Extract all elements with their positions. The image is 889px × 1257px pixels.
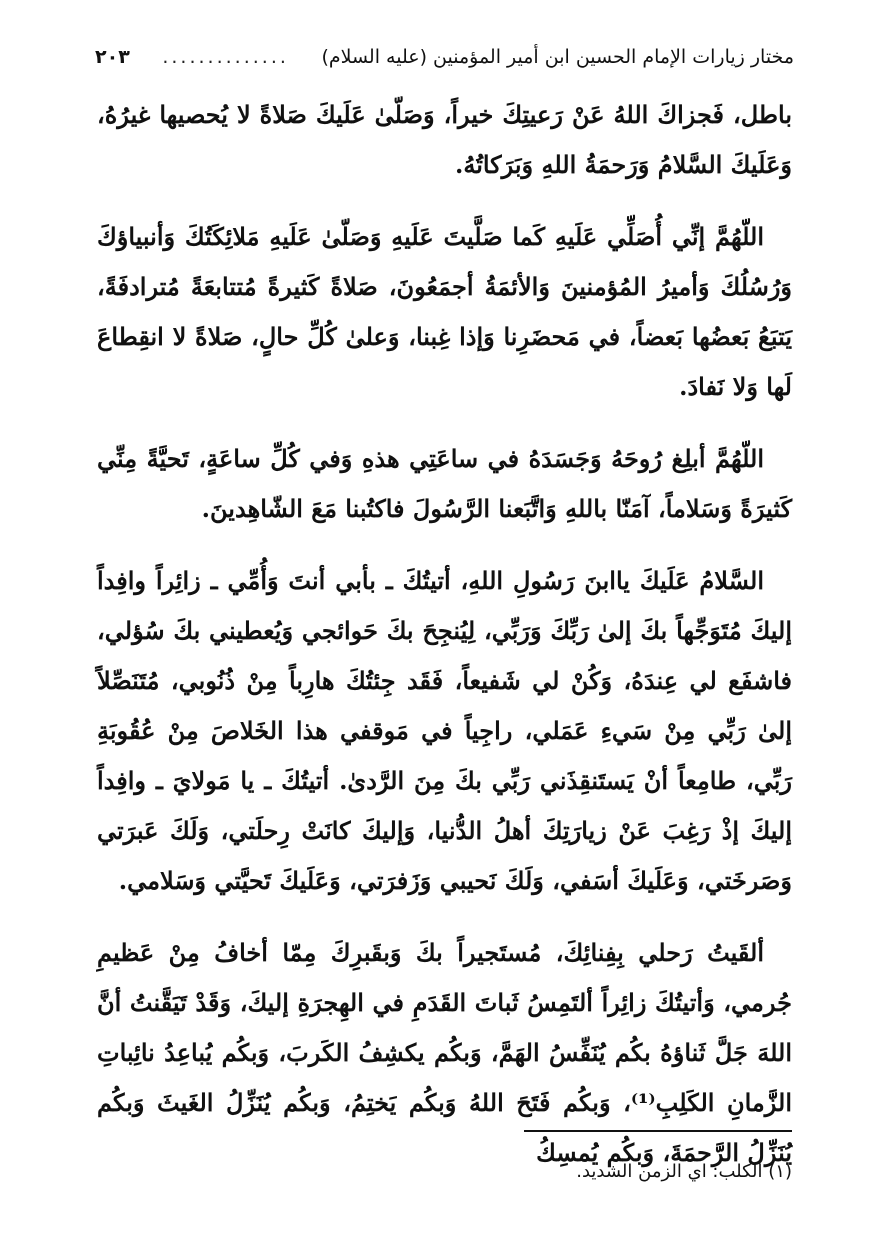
running-header [95, 40, 794, 74]
header-title: مختار زيارات الإمام الحسين ابن أمير المؤمنين (عليه السلام) [321, 46, 794, 68]
page-number: ٢٠٣ [95, 46, 130, 68]
paragraph-2: اللّهُمَّ إنِّي أُصَلِّي عَلَيهِ كَما صَلَّيتَ عَلَيهِ وَصَلّىٰ عَلَيهِ مَلائِكَتُكَ وَأنبياؤكَ وَرُسُلُكَ وَأميرُ المُؤمنينَ وَالأئمَةُ أجمَعُونَ، صَلاةً كَثيرةً مُتتابعَةً مُترادفَةً، يَتبَعُ بَعضُها بَعضاً، في مَحضَرِنا وَإذا غِبنا، وَعلىٰ كُلِّ حالٍ، صَلاةً لا انقِطاعَ لَها وَلا نَفادَ. [97, 222, 792, 401]
paragraph-1: باطل، فَجزاكَ اللهُ عَنْ رَعيتِكَ خيراً، وَصَلّىٰ عَلَيكَ صَلاةً لا يُحصيها غيرُهُ، وَعَلَيكَ السَّلامُ وَرَحمَةُ اللهِ وَبَرَكاتُهُ. [97, 100, 792, 179]
footnote-separator [524, 1130, 792, 1132]
page-body [97, 90, 792, 1200]
paragraph-5: ألقَيتُ رَحلي بِفِنائِكَ، مُستَجيراً بكَ وَبقَبرِكَ مِمّا أخافُ مِنْ عَظيمِ جُرمي، وَأتيتُكَ زائِراً ألتَمِسُ ثَباتَ القَدَمِ في الهِجرَةِ إليكَ، وَقَدْ تَيَقَّنتُ أنَّ اللهَ جَلَّ ثَناؤهُ بكُم يُنَفِّسُ الهَمَّ، وَبكُم يكشِفُ الكَربَ، وَبكُم يُباعِدُ نائِباتِ الزَّمانِ الكَلِبِ⁽¹⁾، وَبكُم فَتَحَ اللهُ وَبكُم يَختِمُ، وَبكُم يُنَزِّلُ الغَيثَ وَبكُم يُنَزِّلُ الرَّحمَةَ، وَبكُم يُمسِكُ [97, 938, 792, 1167]
header-leader-dots: .............. [162, 46, 289, 68]
footnote: (١) الكلب: اي الزمن الشديد. [576, 1161, 792, 1182]
paragraph-3: اللّهُمَّ أبلِغ رُوحَهُ وَجَسَدَهُ في ساعَتِي هذهِ وَفي كُلِّ ساعَةٍ، تَحيَّةً مِنِّي كَثيرَةً وَسَلاماً، آمَنّا باللهِ وَاتَّبَعنا الرَّسُولَ فاكتُبنا مَعَ الشّاهِدينَ. [97, 444, 792, 523]
paragraph-4: السَّلامُ عَلَيكَ ياابنَ رَسُولِ اللهِ، أتيتُكَ ـ بأبي أنتَ وَأُمِّي ـ زائِراً وافِداً إليكَ مُتَوَجِّهاً بكَ إلىٰ رَبِّكَ وَرَبِّي، لِيُنجِحَ بكَ حَوائجي وَيُعطيني بكَ سُؤلي، فاشفَع لي عِندَهُ، وَكُنْ لي شَفيعاً، فَقَد جِئتُكَ هارِباً مِنْ ذُنُوبي، مُتَنَصِّلاً إلىٰ رَبِّي مِنْ سَيءِ عَمَلي، راجِياً في مَوقفي هذا الخَلاصَ مِنْ عُقُوبَةِ رَبِّي، طامِعاً أنْ يَستَنقِذَني رَبِّي بكَ مِنَ الرَّدىٰ. أتيتُكَ ـ يا مَولايَ ـ وافِداً إليكَ إذْ رَغِبَ عَنْ زيارَتِكَ أهلُ الدُّنيا، وَإليكَ كانَتْ رِحلَتي، وَلَكَ عَبرَتي وَصَرخَتي، وَعَلَيكَ أسَفي، وَلَكَ نَحيبي وَزَفرَتي، وَعَلَيكَ تَحيَّتي وَسَلامي. [97, 566, 792, 895]
